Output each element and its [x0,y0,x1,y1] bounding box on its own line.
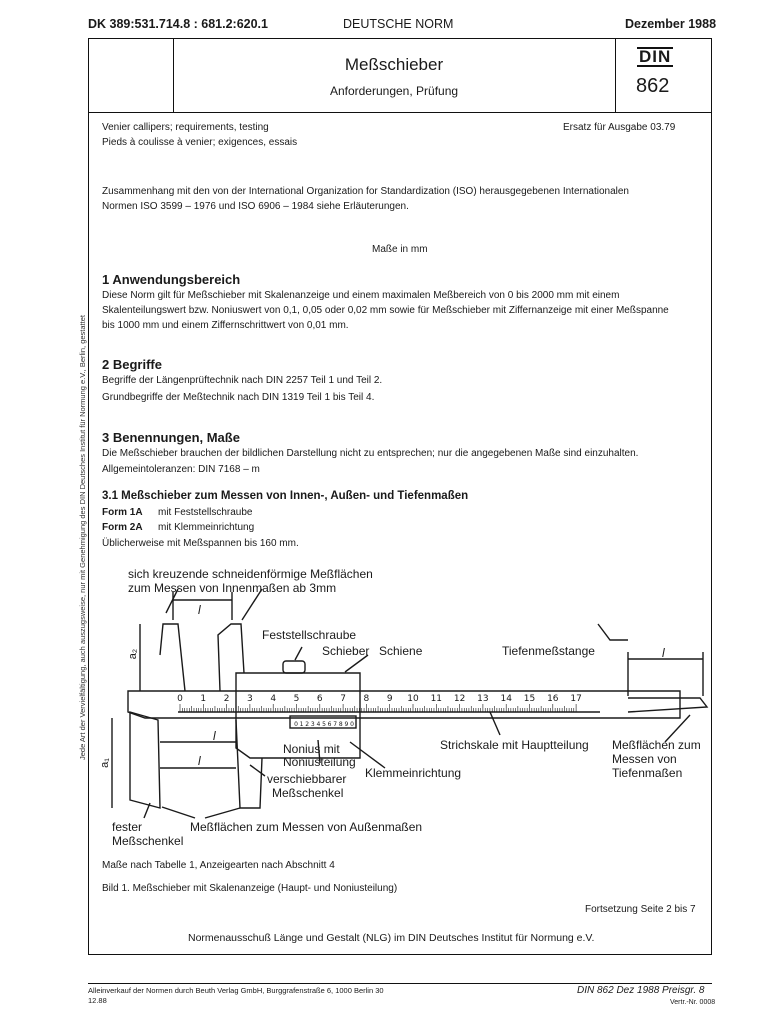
section-2-line1: Begriffe der Längenprüftechnik nach DIN 2257 Teil 1 und Teil 2. [102,375,383,386]
label-nonius-1: Nonius mit [283,742,340,756]
main-scale-label: 17 [570,694,582,704]
vernier-scale-label: 0 [294,721,298,728]
replaces-edition: Ersatz für Ausgabe 03.79 [563,122,676,133]
annotation-internal-surfaces-1: sich kreuzende schneidenförmige Meßflächen [128,567,373,581]
main-scale-label: 15 [523,694,536,704]
vernier-scale-label: 3 [310,721,315,728]
dim-l-top: l [198,603,201,617]
label-schieber: Schieber [322,644,370,658]
title-french: Pieds à coulisse à venier; exigences, essais [102,137,298,148]
din-logo: DIN [639,47,672,66]
iso-note-line1: Zusammenhang mit den von der International Organization for Standardization (ISO) herausgegebenen Internationalen [102,186,629,197]
dk-classification: DK 389:531.714.8 : 681.2:620.1 [88,17,268,31]
main-scale-label: 10 [407,694,419,704]
footer-vertr-nr: Vertr.-Nr. 0008 [670,999,716,1006]
footer-din-ref: DIN 862 Dez 1988 Preisgr. 8 [577,985,705,996]
dim-l-depth: l [662,646,665,660]
units-note: Maße in mm [372,244,428,255]
main-scale-label: 0 [177,694,183,704]
figure-note: Maße nach Tabelle 1, Anzeigearten nach Abschnitt 4 [102,860,335,871]
main-scale-label: 11 [430,694,443,704]
figure-caption: Bild 1. Meßschieber mit Skalenanzeige (Haupt- und Noniusteilung) [102,883,398,894]
section-3-line1: Die Meßschieber brauchen der bildlichen Darstellung nicht zu entsprechen; nur die angegebenen Maße sind einzuhalten. [102,448,639,459]
vernier-scale-label: 4 [316,721,321,728]
dim-a2: a₂ [127,648,140,660]
iso-note-line2: Normen ISO 3599 – 1976 und ISO 6906 – 1984 siehe Erläuterungen. [102,201,409,212]
main-scale-label: 13 [477,694,489,704]
vernier-scale-label: 9 [344,721,349,728]
dim-l-inner-1: l [213,729,216,743]
document-title: Meßschieber [344,55,444,74]
section-3-heading: 3 Benennungen, Maße [102,430,240,445]
label-strichskale: Strichskale mit Hauptteilung [440,738,589,752]
label-verschiebbarer-2: Meßschenkel [272,786,344,800]
form-1a-label: Form 1A [102,507,143,518]
vernier-scale-label: 5 [322,721,326,728]
document-subtitle: Anforderungen, Prüfung [329,84,459,98]
label-feststellschraube: Feststellschraube [262,628,357,642]
main-scale-label: 4 [270,694,277,704]
label-nonius-2: Noniusteilung [283,755,356,769]
main-scale-label: 7 [340,694,346,704]
din-number: 862 [636,75,670,97]
main-scale-label: 12 [453,694,466,704]
label-fester-2: Meßschenkel [112,834,184,848]
vernier-scale-label: 8 [338,721,343,728]
continued-note: Fortsetzung Seite 2 bis 7 [585,904,696,915]
label-depth-surfaces-3: Tiefenmaßen [612,766,683,780]
usual-span-text: Üblicherweise mit Meßspannen bis 160 mm. [102,538,299,549]
label-fester-1: fester [112,820,143,834]
section-1-line1: Diese Norm gilt für Meßschieber mit Skalenanzeige und einem maximalen Meßbereich von 0 bis 2000 mm mit einem [102,290,620,301]
issue-date: Dezember 1988 [625,17,717,31]
main-scale-label: 3 [247,694,253,704]
main-scale-label: 1 [200,694,207,704]
section-3-1-heading: 3.1 Meßschieber zum Messen von Innen-, Außen- und Tiefenmaßen [102,490,469,502]
vernier-scale-label: 2 [305,721,310,728]
sidebar-text: Jede Art der Vervielfältigung, auch auszugsweise, nur mit Genehmigung des DIN Deutsches Institut für Normung e.V., Berlin, gestattet [78,315,87,760]
section-2-line2: Grundbegriffe der Meßtechnik nach DIN 1319 Teil 1 bis Teil 4. [102,392,375,403]
vernier-scale-label: 0 [350,721,354,728]
main-scale-label: 8 [363,694,370,704]
vernier-scale-label: 7 [333,721,338,728]
deutsche-norm-label: DEUTSCHE NORM [343,17,454,31]
label-tiefenmessstange: Tiefenmeßstange [502,644,595,658]
label-schiene: Schiene [379,644,423,658]
main-scale-label: 14 [500,694,512,704]
title-english: Venier callipers; requirements, testing [102,122,269,133]
footer-print-date: 12.88 [88,996,107,1005]
label-depth-surfaces-2: Messen von [612,752,677,766]
dim-a1: a₁ [98,758,111,768]
form-1a-text: mit Feststellschraube [158,507,253,518]
vernier-scale-label: 1 [299,721,304,728]
main-scale-label: 2 [223,694,230,704]
label-depth-surfaces-1: Meßflächen zum [612,738,701,752]
main-scale-label: 5 [293,694,300,704]
dim-l-inner-2: l [198,754,201,768]
section-1-heading: 1 Anwendungsbereich [102,272,241,287]
footer-publisher: Alleinverkauf der Normen durch Beuth Verlag GmbH, Burggrafenstraße 6, 1000 Berlin 30 [88,986,384,995]
section-3-line2: Allgemeintoleranzen: DIN 7168 – m [102,464,260,475]
label-klemmeinrichtung: Klemmeinrichtung [365,766,462,780]
main-scale-label: 6 [316,694,323,704]
label-verschiebbarer-1: verschiebbarer [267,772,347,786]
section-1-line3: bis 1000 mm und einem Ziffernschrittwert von 0,01 mm. [102,320,349,331]
main-scale-label: 9 [386,694,393,704]
annotation-internal-surfaces-2: zum Messen von Innenmaßen ab 3mm [128,581,337,595]
section-1-line2: Skalenteilungswert bzw. Noniuswert von 0,1, 0,05 oder 0,02 mm sowie für Meßschieber mit Ziffernanzeige mit einer Meßspanne [102,305,669,316]
main-scale-label: 16 [547,694,559,704]
form-2a-label: Form 2A [102,522,143,533]
section-2-heading: 2 Begriffe [102,357,162,372]
form-2a-text: mit Klemmeinrichtung [158,522,255,533]
committee-line: Normenausschuß Länge und Gestalt (NLG) im DIN Deutsches Institut für Normung e.V. [188,932,595,944]
vernier-scale-label: 6 [327,721,332,728]
label-aussenmasse: Meßflächen zum Messen von Außenmaßen [190,820,423,834]
